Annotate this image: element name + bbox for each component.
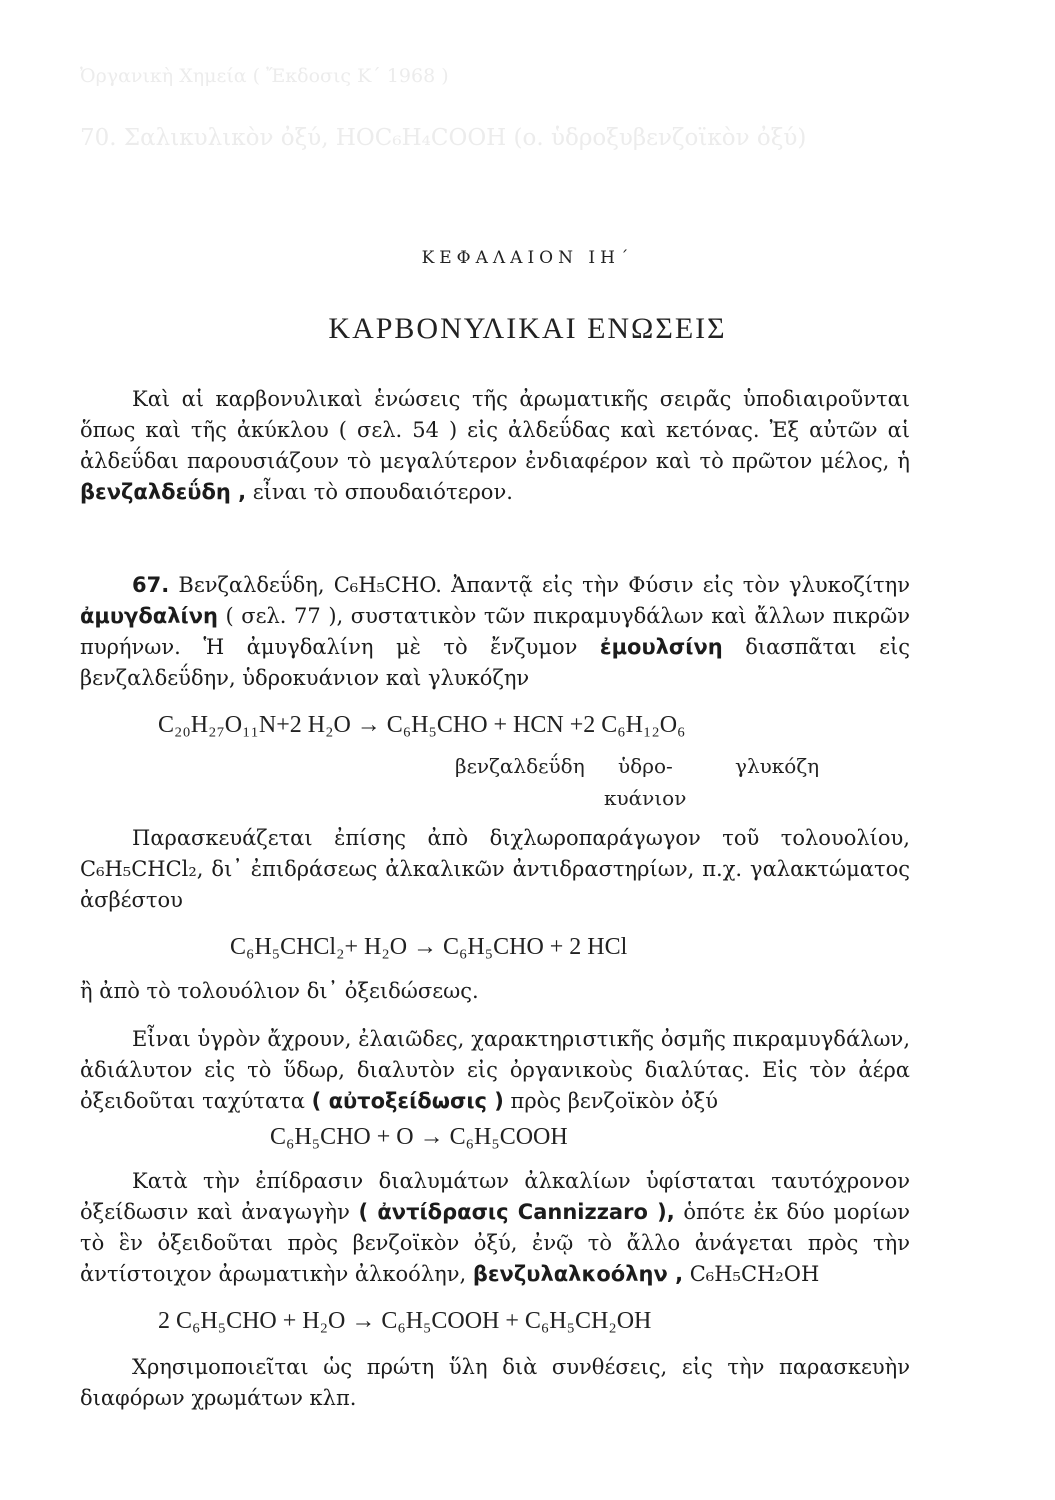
section-text-1: Βενζαλδεΰδη, C₆H₅CHO. Ἀπαντᾷ εἰς τὴν Φύσιν εἰς τὸν γλυκοζίτην — [169, 573, 910, 597]
section-term-emulsin: ἐμουλσίνη — [599, 635, 723, 659]
page-title: ΚΑΡΒΟΝΥΛΙΚΑΙ ΕΝΩΣΕΙΣ — [328, 312, 727, 345]
label-hydrocyanic-b: κυάνιον — [604, 786, 687, 810]
intro-paragraph — [80, 384, 910, 508]
preparation-paragraph — [80, 823, 910, 916]
section-text-2: ( σελ. 77 ), συστατικὸν τῶν πικραμυγδάλων καὶ ἄλλων πικρῶν πυρήνων. Ἡ ἀμυγδαλίνη μὲ τὸ ἔνζυμον — [80, 604, 910, 659]
equation-cannizzaro: 2 C₆H₅CHO + H₂O → C₆H₅COOH + C₆H₅CH₂OH — [158, 1308, 652, 1334]
bleed-through-header: Ὀργανικὴ Χημεία ( Ἔκδοσις Κ΄ 1968 ) — [80, 65, 449, 87]
cannizzaro-term-reaction: ( ἀντίδρασις Cannizzaro ), — [358, 1200, 675, 1224]
intro-text-1: Καὶ αἱ καρβονυλικαὶ ἑνώσεις τῆς ἀρωματικῆς σειρᾶς ὑποδιαιροῦνται ὅπως καὶ τῆς ἀκύκλου ( σελ. 54 ) εἰς ἀλδεΰδας καὶ κετόνας. Ἐξ αὐτῶν αἱ ἀλδεΰδαι παρουσιάζουν τὸ μεγαλύτερον ἐνδιαφέρον καὶ τὸ πρῶτον μέλος, ἡ — [80, 387, 910, 473]
bleed-through-text — [80, 60, 980, 154]
cannizzaro-paragraph — [80, 1166, 910, 1290]
chapter-heading: ΚΕΦΑΛΑΙΟΝ ΙΗ΄ — [421, 248, 634, 268]
properties-text-1: Εἶναι ὑγρὸν ἄχρουν, ἐλαιῶδες, χαρακτηριστικῆς ὀσμῆς πικραμυγδάλων, ἀδιάλυτον εἰς τὸ ὕδωρ, διαλυτὸν εἰς ὀργανικοὺς διαλύτας. Εἰς τὸν ἀέρα ὀξειδοῦται ταχύτατα — [80, 1027, 910, 1113]
section-term-amygdalin: ἀμυγδαλίνη — [80, 604, 218, 628]
equation-benzal-chloride-hydrolysis: C₆H₅CHCl₂+ H₂O → C₆H₅CHO + 2 HCl — [230, 934, 628, 960]
section-number: 67. — [132, 573, 170, 597]
section-67-paragraph — [80, 570, 910, 694]
label-glucose: γλυκόζη — [735, 754, 820, 778]
label-benzaldehyde: βενζαλδεΰδη — [455, 754, 585, 778]
properties-paragraph — [80, 1024, 910, 1117]
intro-term-benzaldehyde: βενζαλδεΰδη , — [80, 480, 247, 504]
cannizzaro-text-1: Κατὰ τὴν ἐπίδρασιν διαλυμάτων ἀλκαλίων ὑφίσταται ταυτόχρονον ὀξείδωσιν καὶ ἀναγωγὴν — [80, 1169, 910, 1224]
properties-text-2: πρὸς βενζοϊκὸν ὀξύ — [503, 1089, 718, 1113]
cannizzaro-term-benzyl-alcohol: βενζυλαλκοόλην , — [472, 1262, 684, 1286]
cannizzaro-text-2: ὁπότε ἐκ δύο μορίων τὸ ἓν ὀξειδοῦται πρὸς βενζοϊκὸν ὀξύ, ἐνῷ τὸ ἄλλο ἀνάγεται πρὸς τὴν ἀντίστοιχον ἀρωματικὴν ἀλκοόλην, — [80, 1200, 910, 1286]
preparation-text: Παρασκευάζεται ἐπίσης ἀπὸ διχλωροπαράγωγον τοῦ τολουολίου, C₆H₅CHCl₂, δι᾽ ἐπιδράσεως ἀλκαλικῶν ἀντιδραστηρίων, π.χ. γαλακτώματος ἀσβέστου — [80, 826, 910, 912]
equation-amygdalin-hydrolysis: C₂₀H₂₇O₁₁N+2 H₂O → C₆H₅CHO + HCN +2 C₆H₁₂O₆ — [158, 712, 686, 738]
intro-text-2: εἶναι τὸ σπουδαιότερον. — [246, 480, 513, 504]
final-paragraph: Χρησιμοποιεῖται ὡς πρώτη ὕλη διὰ συνθέσεις, εἰς τὴν παρασκευὴν διαφόρων χρωμάτων κλπ. — [80, 1355, 910, 1410]
label-hydrocyanic-a: ὑδρο- — [618, 754, 673, 778]
cannizzaro-text-3: C₆H₅CH₂OH — [683, 1262, 820, 1286]
section-text-3: διασπᾶται εἰς βενζαλδεΰδην, ὑδροκυάνιον καὶ γλυκόζην — [80, 635, 910, 690]
bleed-through-line: 70. Σαλικυλικὸν ὀξύ, HOC₆H₄COOH (ο. ὑδροξυβενζοϊκὸν ὀξύ) — [80, 125, 807, 151]
toluene-oxidation-line: ἢ ἀπὸ τὸ τολουόλιον δι᾽ ὀξειδώσεως. — [80, 979, 479, 1003]
properties-term-autoxidation: ( αὐτοξείδωσις ) — [311, 1089, 504, 1113]
equation-oxidation: C₆H₅CHO + O → C₆H₅COOH — [270, 1124, 568, 1150]
